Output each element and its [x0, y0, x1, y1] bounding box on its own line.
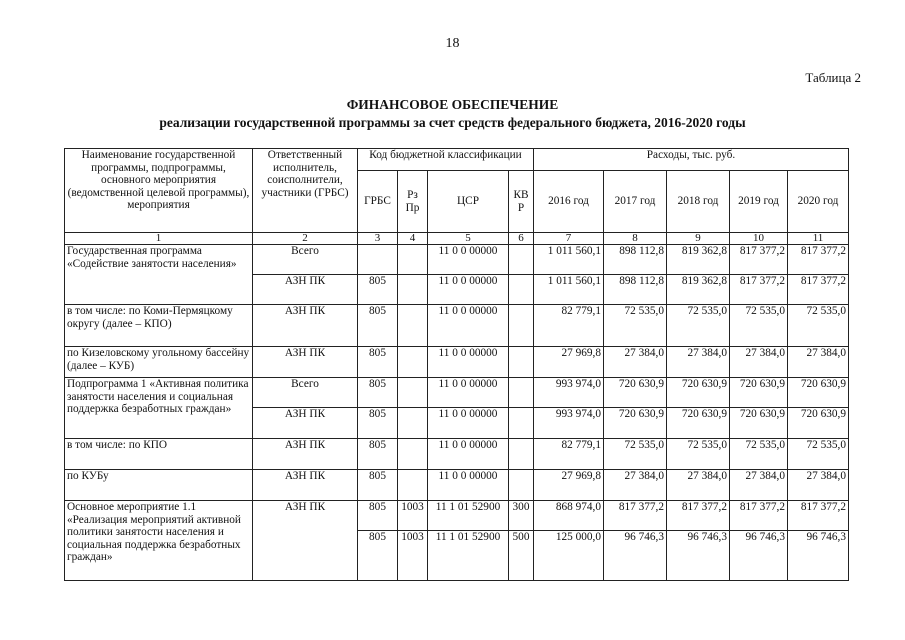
table-row	[65, 501, 849, 531]
column-number: 6	[509, 233, 534, 245]
row-kvr	[509, 347, 534, 378]
row-2017: 720 630,9	[604, 408, 667, 439]
row-2017: 72 535,0	[604, 305, 667, 347]
row-2016: 1 011 560,1	[534, 245, 604, 275]
column-number: 8	[604, 233, 667, 245]
row-2017: 817 377,2	[604, 501, 667, 531]
row-executor: Всего	[253, 245, 358, 275]
row-2019: 72 535,0	[730, 305, 788, 347]
row-rzpr	[398, 470, 428, 501]
row-name: по Кизеловскому угольному бассейну (далее – КУБ)	[65, 347, 253, 378]
row-2018: 819 362,8	[667, 275, 730, 305]
row-2020: 817 377,2	[788, 501, 849, 531]
row-rzpr: 1003	[398, 531, 428, 581]
table-row	[65, 347, 849, 378]
row-grbs: 805	[358, 531, 398, 581]
row-rzpr	[398, 245, 428, 275]
row-2020: 27 384,0	[788, 347, 849, 378]
row-2018: 27 384,0	[667, 347, 730, 378]
row-kvr	[509, 378, 534, 408]
header-2019: 2019 год	[730, 171, 788, 233]
row-rzpr	[398, 275, 428, 305]
header-grbs: ГРБС	[358, 171, 398, 233]
row-rzpr	[398, 408, 428, 439]
row-executor: Всего	[253, 378, 358, 408]
row-executor: АЗН ПК	[253, 501, 358, 581]
row-2017: 27 384,0	[604, 347, 667, 378]
row-grbs: 805	[358, 439, 398, 470]
row-2018: 72 535,0	[667, 305, 730, 347]
row-grbs: 805	[358, 347, 398, 378]
row-name: Подпрограмма 1 «Активная политика занятости населения и социальная поддержка безработных граждан»	[65, 378, 253, 439]
row-2020: 817 377,2	[788, 275, 849, 305]
header-2018: 2018 год	[667, 171, 730, 233]
header-csr: ЦСР	[428, 171, 509, 233]
row-kvr	[509, 408, 534, 439]
row-grbs: 805	[358, 305, 398, 347]
row-2016: 27 969,8	[534, 470, 604, 501]
column-number: 9	[667, 233, 730, 245]
row-2018: 720 630,9	[667, 408, 730, 439]
row-kvr	[509, 439, 534, 470]
row-grbs: 805	[358, 470, 398, 501]
document-subtitle: реализации государственной программы за счет средств федерального бюджета, 2016-2020 годы	[159, 115, 746, 130]
column-number: 11	[788, 233, 849, 245]
row-executor: АЗН ПК	[253, 275, 358, 305]
row-2019: 27 384,0	[730, 347, 788, 378]
row-grbs: 805	[358, 275, 398, 305]
header-rzpr: Рз Пр	[398, 171, 428, 233]
column-number: 5	[428, 233, 509, 245]
document-title: ФИНАНСОВОЕ ОБЕСПЕЧЕНИЕ	[346, 97, 559, 112]
row-executor: АЗН ПК	[253, 305, 358, 347]
row-2019: 817 377,2	[730, 501, 788, 531]
row-csr: 11 0 0 00000	[428, 245, 509, 275]
row-kvr	[509, 470, 534, 501]
row-2018: 96 746,3	[667, 531, 730, 581]
row-grbs	[358, 245, 398, 275]
table-row	[65, 245, 849, 275]
row-2019: 817 377,2	[730, 245, 788, 275]
header-2020: 2020 год	[788, 171, 849, 233]
row-2018: 819 362,8	[667, 245, 730, 275]
row-executor: АЗН ПК	[253, 347, 358, 378]
column-number: 3	[358, 233, 398, 245]
row-grbs: 805	[358, 378, 398, 408]
row-2016: 1 011 560,1	[534, 275, 604, 305]
row-grbs: 805	[358, 501, 398, 531]
column-number: 2	[253, 233, 358, 245]
row-rzpr	[398, 439, 428, 470]
header-name: Наименование государственной программы, подпрограммы, основного мероприятия (ведомственной целевой программы), мероприятия	[65, 149, 253, 233]
row-csr: 11 0 0 00000	[428, 305, 509, 347]
row-grbs: 805	[358, 408, 398, 439]
row-name: по КУБу	[65, 470, 253, 501]
row-kvr: 300	[509, 501, 534, 531]
row-2017: 72 535,0	[604, 439, 667, 470]
row-2020: 817 377,2	[788, 245, 849, 275]
row-2018: 720 630,9	[667, 378, 730, 408]
column-number: 10	[730, 233, 788, 245]
row-2016: 993 974,0	[534, 378, 604, 408]
header-2016: 2016 год	[534, 171, 604, 233]
row-2017: 898 112,8	[604, 245, 667, 275]
row-2020: 96 746,3	[788, 531, 849, 581]
row-2016: 125 000,0	[534, 531, 604, 581]
row-2017: 720 630,9	[604, 378, 667, 408]
row-kvr: 500	[509, 531, 534, 581]
header-kvr: КВ Р	[509, 171, 534, 233]
row-2016: 993 974,0	[534, 408, 604, 439]
header-executor: Ответственный исполнитель, соисполнители, участники (ГРБС)	[253, 149, 358, 233]
row-csr: 11 0 0 00000	[428, 439, 509, 470]
row-2016: 27 969,8	[534, 347, 604, 378]
row-2016: 82 779,1	[534, 305, 604, 347]
row-2019: 27 384,0	[730, 470, 788, 501]
row-2018: 817 377,2	[667, 501, 730, 531]
row-csr: 11 0 0 00000	[428, 275, 509, 305]
row-csr: 11 1 01 52900	[428, 531, 509, 581]
row-2019: 817 377,2	[730, 275, 788, 305]
row-2016: 82 779,1	[534, 439, 604, 470]
header-expenses: Расходы, тыс. руб.	[534, 149, 849, 171]
row-csr: 11 0 0 00000	[428, 470, 509, 501]
row-2017: 27 384,0	[604, 470, 667, 501]
row-2020: 72 535,0	[788, 305, 849, 347]
column-number: 4	[398, 233, 428, 245]
row-kvr	[509, 275, 534, 305]
row-executor: АЗН ПК	[253, 470, 358, 501]
column-number: 7	[534, 233, 604, 245]
row-2017: 96 746,3	[604, 531, 667, 581]
row-name: в том числе: по КПО	[65, 439, 253, 470]
row-rzpr	[398, 347, 428, 378]
row-rzpr	[398, 378, 428, 408]
row-2019: 720 630,9	[730, 408, 788, 439]
row-2018: 27 384,0	[667, 470, 730, 501]
row-csr: 11 0 0 00000	[428, 378, 509, 408]
row-executor: АЗН ПК	[253, 408, 358, 439]
table-row	[65, 470, 849, 501]
row-2018: 72 535,0	[667, 439, 730, 470]
row-2020: 720 630,9	[788, 408, 849, 439]
row-csr: 11 1 01 52900	[428, 501, 509, 531]
header-2017: 2017 год	[604, 171, 667, 233]
row-2020: 27 384,0	[788, 470, 849, 501]
row-rzpr	[398, 305, 428, 347]
row-executor: АЗН ПК	[253, 439, 358, 470]
header-budget-code: Код бюджетной классификации	[358, 149, 534, 171]
table-row	[65, 378, 849, 408]
row-name: в том числе: по Коми-Пермяцкому округу (далее – КПО)	[65, 305, 253, 347]
column-number: 1	[65, 233, 253, 245]
table-label: Таблица 2	[805, 70, 861, 85]
row-2020: 72 535,0	[788, 439, 849, 470]
row-name: Основное мероприятие 1.1 «Реализация мероприятий активной политики занятости населения и социальная поддержка безработных граждан»	[65, 501, 253, 581]
row-kvr	[509, 305, 534, 347]
row-csr: 11 0 0 00000	[428, 408, 509, 439]
row-2016: 868 974,0	[534, 501, 604, 531]
row-rzpr: 1003	[398, 501, 428, 531]
financing-table	[64, 148, 849, 581]
row-kvr	[509, 245, 534, 275]
page-number: 18	[445, 36, 460, 51]
row-2019: 720 630,9	[730, 378, 788, 408]
table-row	[65, 439, 849, 470]
row-2017: 898 112,8	[604, 275, 667, 305]
table-row	[65, 305, 849, 347]
row-2020: 720 630,9	[788, 378, 849, 408]
row-2019: 72 535,0	[730, 439, 788, 470]
row-name: Государственная программа «Содействие занятости населения»	[65, 245, 253, 305]
row-2019: 96 746,3	[730, 531, 788, 581]
row-csr: 11 0 0 00000	[428, 347, 509, 378]
